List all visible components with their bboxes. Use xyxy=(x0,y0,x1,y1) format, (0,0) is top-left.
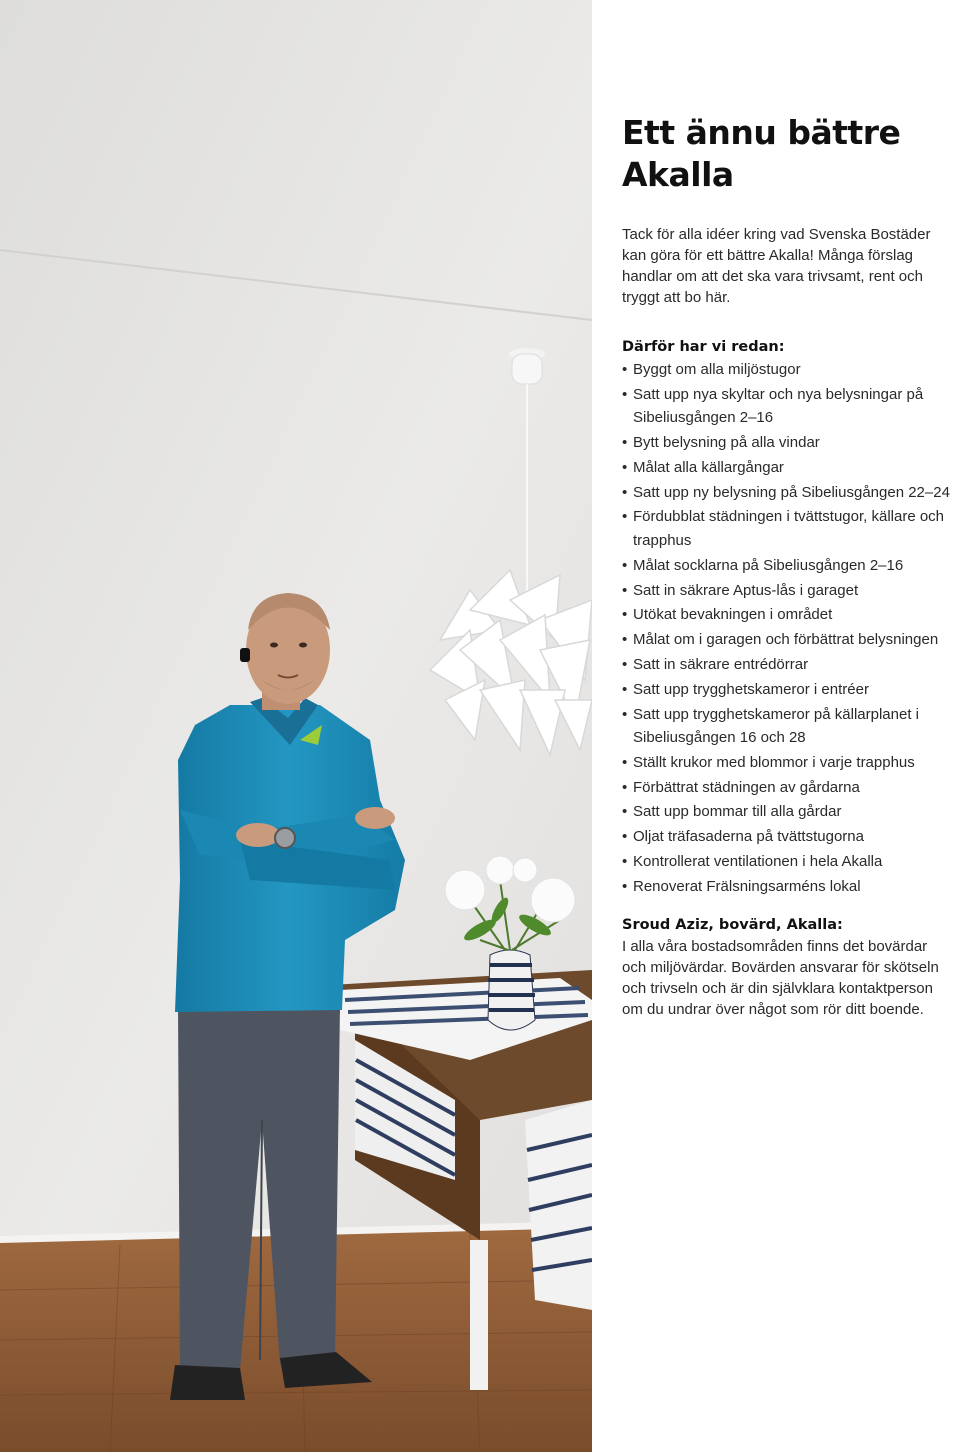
bullet: • xyxy=(622,803,628,821)
bullet: • xyxy=(622,434,628,452)
bullet: • xyxy=(622,508,628,526)
bullet: • xyxy=(622,853,628,871)
bullet: • xyxy=(622,483,628,501)
list-item: • Byggt om alla miljöstugor xyxy=(622,358,954,382)
bullet: • xyxy=(622,828,628,846)
bullet: • xyxy=(622,778,628,796)
list-item: • Bytt belysning på alla vindar xyxy=(622,431,954,455)
intro-paragraph: Tack för alla idéer kring vad Svenska Bostäder kan göra för ett bättre Akalla! Många förslag handlar om att det ska vara trivsamt, rent och tryggt att bo här. xyxy=(622,226,931,306)
bullet: • xyxy=(622,680,628,698)
achievements-list xyxy=(622,358,954,898)
list-item: • Satt in säkrare Aptus-lås i garaget xyxy=(622,579,954,603)
list-item: • Förbättrat städningen av gårdarna xyxy=(622,776,954,800)
list-heading: Därför har vi redan: xyxy=(622,339,785,355)
bullet: • xyxy=(622,458,628,476)
title-line-2: Akalla xyxy=(622,155,734,194)
bullet: • xyxy=(622,705,628,723)
list-item: • Satt in säkrare entrédörrar xyxy=(622,653,954,677)
list-item: • Kontrollerat ventilationen i hela Akalla xyxy=(622,850,954,874)
bullet: • xyxy=(622,631,628,649)
bullet: • xyxy=(622,385,628,403)
list-item: • Utökat bevakningen i området xyxy=(622,603,954,627)
list-item: • Ställt krukor med blommor i varje trapphus xyxy=(622,751,954,775)
list-item: • Målat socklarna på Sibeliusgången 2–16 xyxy=(622,554,954,578)
list-item: • Målat alla källargångar xyxy=(622,456,954,480)
list-item: • Målat om i garagen och förbättrat belysningen xyxy=(622,628,954,652)
list-item: • Oljat träfasaderna på tvättstugorna xyxy=(622,825,954,849)
bullet: • xyxy=(622,361,628,378)
bullet: • xyxy=(622,753,628,771)
list-item: • Satt upp bommar till alla gårdar xyxy=(622,800,954,824)
bullet: • xyxy=(622,581,628,599)
article xyxy=(622,112,954,1020)
title-line-1: Ett ännu bättre xyxy=(622,113,901,152)
page-title xyxy=(622,112,954,196)
bio-paragraph: I alla våra bostadsområden finns det bovärdar och miljövärdar. Bovärden ansvarar för skötseln och trivseln och är din självklara kontaktperson om du undrar över något som rör ditt boende. xyxy=(622,938,939,1019)
bullet: • xyxy=(622,606,628,624)
list-item: • Satt upp ny belysning på Sibeliusgången 22–24 xyxy=(622,481,954,505)
list-item: • Satt upp trygghetskameror i entréer xyxy=(622,678,954,702)
bullet: • xyxy=(622,877,628,895)
list-item: • Renoverat Frälsningsarméns lokal xyxy=(622,875,954,899)
list-item: • Fördubblat städningen i tvättstugor, källare och trapphus xyxy=(622,505,954,552)
list-item: • Satt upp nya skyltar och nya belysningar på Sibeliusgången 2–16 xyxy=(622,383,954,430)
bio-heading: Sroud Aziz, bovärd, Akalla: xyxy=(622,917,843,934)
bullet: • xyxy=(622,655,628,673)
list-item: • Satt upp trygghetskameror på källarplanet i Sibeliusgången 16 och 28 xyxy=(622,703,954,750)
bullet: • xyxy=(622,556,628,574)
